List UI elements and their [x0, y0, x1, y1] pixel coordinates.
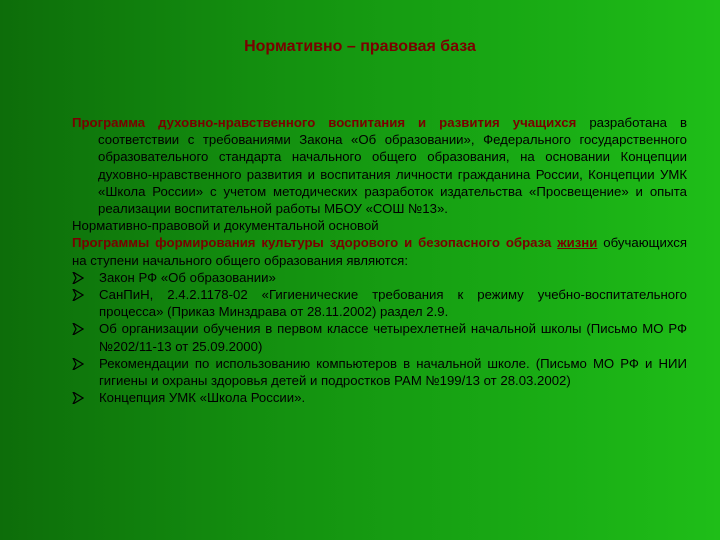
health-lead: Программы формирования культуры здорового и безопасного образа: [72, 235, 558, 251]
program-lead: Программа духовно-нравственного воспитания и развития учащихся: [72, 115, 577, 130]
health-paragraph: [72, 234, 687, 268]
basis-line: Нормативно-правовой и документальной основой: [72, 218, 379, 234]
list-item-text: Закон РФ «Об образовании»: [99, 269, 276, 285]
health-lead-underlined: жизни: [557, 235, 598, 251]
list-item: [72, 286, 687, 320]
list-item: [72, 269, 687, 286]
slide-title: Нормативно – правовая база: [244, 38, 476, 55]
document-list: [72, 269, 687, 407]
list-item: [72, 320, 687, 354]
arrow-bullet-icon: [72, 392, 84, 404]
health-rest: обучающихся на ступени начального общего образования являются:: [72, 235, 687, 268]
program-paragraph: [72, 114, 687, 217]
list-item-text: Об организации обучения в первом классе четырехлетней начальной школы (Письмо МО РФ №202/11-13 от 25.09.2000): [99, 321, 687, 354]
list-item-text: Концепция УМК «Школа России».: [99, 390, 306, 406]
arrow-bullet-icon: [72, 323, 84, 335]
program-body: разработана в соответствии с требованиями Закона «Об образовании», Федерального государственного образовательного стандарта начального общего образования, на основании Концепции духовно-нравственного развития и воспитания личности гражданина России, Концепции УМК «Школа России» с учетом методических разработок издательства «Просвещение» и опыта реализации воспитательной работы МБОУ «СОШ №13».: [98, 115, 687, 217]
arrow-bullet-icon: [72, 272, 84, 284]
list-item: [72, 389, 687, 406]
list-item: [72, 355, 687, 389]
list-item-text: Рекомендации по использованию компьютеров в начальной школе. (Письмо МО РФ и НИИ гигиены и охраны здоровья детей и подростков РАМ №199/13 от 28.03.2002): [99, 355, 687, 389]
arrow-bullet-icon: [72, 358, 84, 370]
list-item-text: СанПиН, 2.4.2.1178-02 «Гигиенические требования к режиму учебно-воспитательного процесса» (Приказ Минздрава от 28.11.2002) раздел 2.9.: [99, 287, 687, 320]
arrow-bullet-icon: [72, 289, 84, 301]
slide-content: [72, 114, 687, 406]
